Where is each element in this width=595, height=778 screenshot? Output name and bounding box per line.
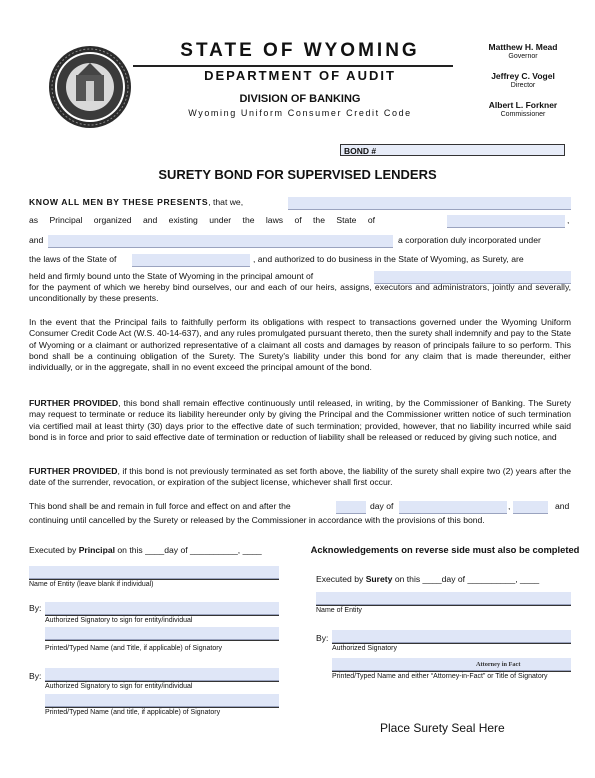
- signature-line: [332, 643, 571, 644]
- further-provided-paragraph-2: [29, 466, 571, 489]
- payment-paragraph: for the payment of which we hereby bind ourselves, our and each of our heirs, assigns, executors and administrators, jointly and severally, unconditionally by these presents.: [29, 282, 571, 304]
- by-label: By:: [29, 671, 42, 681]
- surety-printed-name-field[interactable]: [332, 658, 571, 671]
- entity-line: [316, 605, 571, 606]
- official-role: Director: [510, 82, 536, 89]
- continuing-text: continuing until cancelled by the Surety or released by the Commissioner in accordance with the provisions of this bond.: [29, 515, 485, 525]
- executed-by-text: Executed by: [316, 574, 364, 584]
- as-principal-text: as Principal organized and existing under the laws of the State of: [29, 215, 375, 225]
- principal-entity-field[interactable]: [29, 566, 279, 579]
- know-all-text: KNOW ALL MEN BY THESE PRESENTS: [29, 197, 209, 207]
- state-title: STATE OF WYOMING: [180, 40, 420, 61]
- official-role: Commissioner: [500, 111, 546, 118]
- official-governor: [468, 42, 578, 60]
- printed-name-label: Printed/Typed Name (and Title, if applicable) of Signatory: [45, 645, 223, 652]
- state-seal-image: [48, 45, 132, 129]
- surety-state-field[interactable]: [132, 254, 250, 267]
- day-of-text: day of: [370, 501, 394, 511]
- principal-label: Principal: [78, 545, 115, 555]
- printed-name-label: Printed/Typed Name (and title, if applicable) of Signatory: [45, 709, 221, 716]
- surety-seal-placeholder: Place Surety Seal Here: [380, 721, 505, 735]
- surety-entity-field[interactable]: [316, 592, 571, 605]
- executed-date-text: on this ____day of __________, ____: [117, 545, 262, 555]
- attorney-in-fact-hint: Attorney in Fact: [476, 661, 521, 668]
- official-name: Albert L. Forkner: [488, 100, 558, 110]
- entity-label: Name of Entity: [316, 607, 362, 614]
- header-rule: [133, 65, 453, 67]
- acknowledgements-note: Acknowledgements on reverse side must also be completed: [310, 544, 580, 555]
- further-provided-text: , this bond shall remain effective continuously until released, in writing, by the Commissioner of Banking. The Surety may request to terminate or reduce its liability hereunder only by giving the Principal and the Commissioner written notice of such termination via certified mail at least thirty (30) days prior to the effective date of such termination; provided, however, that no liability incurred while said bond is in force and prior to said effective date of termination or reduction of liability shall be released or reduced by giving such notice, and: [29, 398, 571, 442]
- page-title: SURETY BOND FOR SUPERVISED LENDERS: [158, 167, 437, 182]
- official-role: Governor: [508, 53, 538, 60]
- surety-label: Surety: [365, 574, 393, 584]
- official-commissioner: [468, 100, 578, 118]
- authorized-signatory-label: Authorized Signatory to sign for entity/individual: [45, 617, 193, 624]
- printed-name-label: Printed/Typed Name and either “Attorney-in-Fact” or Title of Signatory: [332, 673, 548, 680]
- corporation-text: a corporation duly incorporated under: [398, 235, 541, 245]
- department-title: DEPARTMENT OF AUDIT: [204, 68, 396, 83]
- that-we-text: , that we,: [208, 197, 244, 207]
- signature-line: [45, 615, 279, 616]
- surety-executed-line: [316, 574, 539, 584]
- official-name: Jeffrey C. Vogel: [491, 71, 555, 81]
- comma-text: ,: [508, 501, 511, 511]
- intro-line-1: [29, 197, 243, 208]
- principal-name-field[interactable]: [288, 197, 571, 210]
- signature-field-2[interactable]: [45, 668, 279, 681]
- authorized-text: , and authorized to do business in the State of Wyoming, as Surety, are: [253, 254, 524, 264]
- effective-month-field[interactable]: [399, 501, 507, 514]
- signature-line: [45, 681, 279, 682]
- entity-line: [29, 579, 279, 580]
- printed-name-field-2[interactable]: [45, 694, 279, 707]
- by-label: By:: [316, 633, 329, 643]
- official-director: [468, 71, 578, 89]
- surety-name-field[interactable]: [48, 235, 393, 248]
- official-name: Matthew H. Mead: [488, 42, 558, 52]
- held-bound-text: held and firmly bound unto the State of Wyoming in the principal amount of: [29, 271, 314, 281]
- surety-signature-field[interactable]: [332, 630, 571, 643]
- code-subtitle: Wyoming Uniform Consumer Credit Code: [188, 108, 412, 118]
- printed-name-line: [45, 640, 279, 641]
- further-provided-label: FURTHER PROVIDED: [29, 398, 119, 408]
- principal-executed-line: [29, 545, 262, 555]
- event-paragraph: In the event that the Principal fails to faithfully perform its obligations with respect to transactions governed under the Wyoming Uniform Consumer Credit Code Act (W.S. 40-14-637), and any rules promulgated pursuant thereto, then the surety shall indemnify and pay to the State of Wyoming or a claimant or authorized representative of a claimant all costs and damages by reason of principals failure to so perform. This bond shall be a continuing obligation of the Surety. The Surety's liability under this bond for any claim that is made thereunder, either individually, or in the aggregate, shall in no event exceed the principal amount of the bond.: [29, 317, 571, 373]
- printed-name-line: [45, 707, 279, 708]
- and-text: and: [555, 501, 570, 511]
- effective-day-field[interactable]: [336, 501, 366, 514]
- entity-label: Name of Entity (leave blank if individual): [29, 581, 154, 588]
- principal-state-field[interactable]: [447, 215, 565, 228]
- bond-number-field[interactable]: BOND #: [340, 144, 565, 156]
- force-effect-text: This bond shall be and remain in full force and effect on and after the: [29, 501, 291, 511]
- further-provided-text: , if this bond is not previously terminated as set forth above, the liability of the surety shall expire two (2) years after the date of the surrender, revocation, or expiration of the subject license, whichever shall first occur.: [29, 466, 571, 488]
- further-provided-paragraph-1: [29, 398, 571, 443]
- comma-text: ,: [567, 215, 570, 225]
- authorized-signatory-label: Authorized Signatory to sign for entity/individual: [45, 683, 193, 690]
- executed-date-text: on this ____day of __________, ____: [394, 574, 540, 584]
- further-provided-label: FURTHER PROVIDED: [29, 466, 118, 476]
- division-title: DIVISION OF BANKING: [239, 93, 361, 105]
- authorized-signatory-label: Authorized Signatory: [332, 645, 397, 652]
- by-label: By:: [29, 603, 42, 613]
- printed-name-field-1[interactable]: [45, 627, 279, 640]
- and-text: and: [29, 235, 44, 245]
- executed-by-text: Executed by: [29, 545, 77, 555]
- signature-field-1[interactable]: [45, 602, 279, 615]
- effective-year-field[interactable]: [513, 501, 548, 514]
- laws-of-state-text: the laws of the State of: [29, 254, 117, 264]
